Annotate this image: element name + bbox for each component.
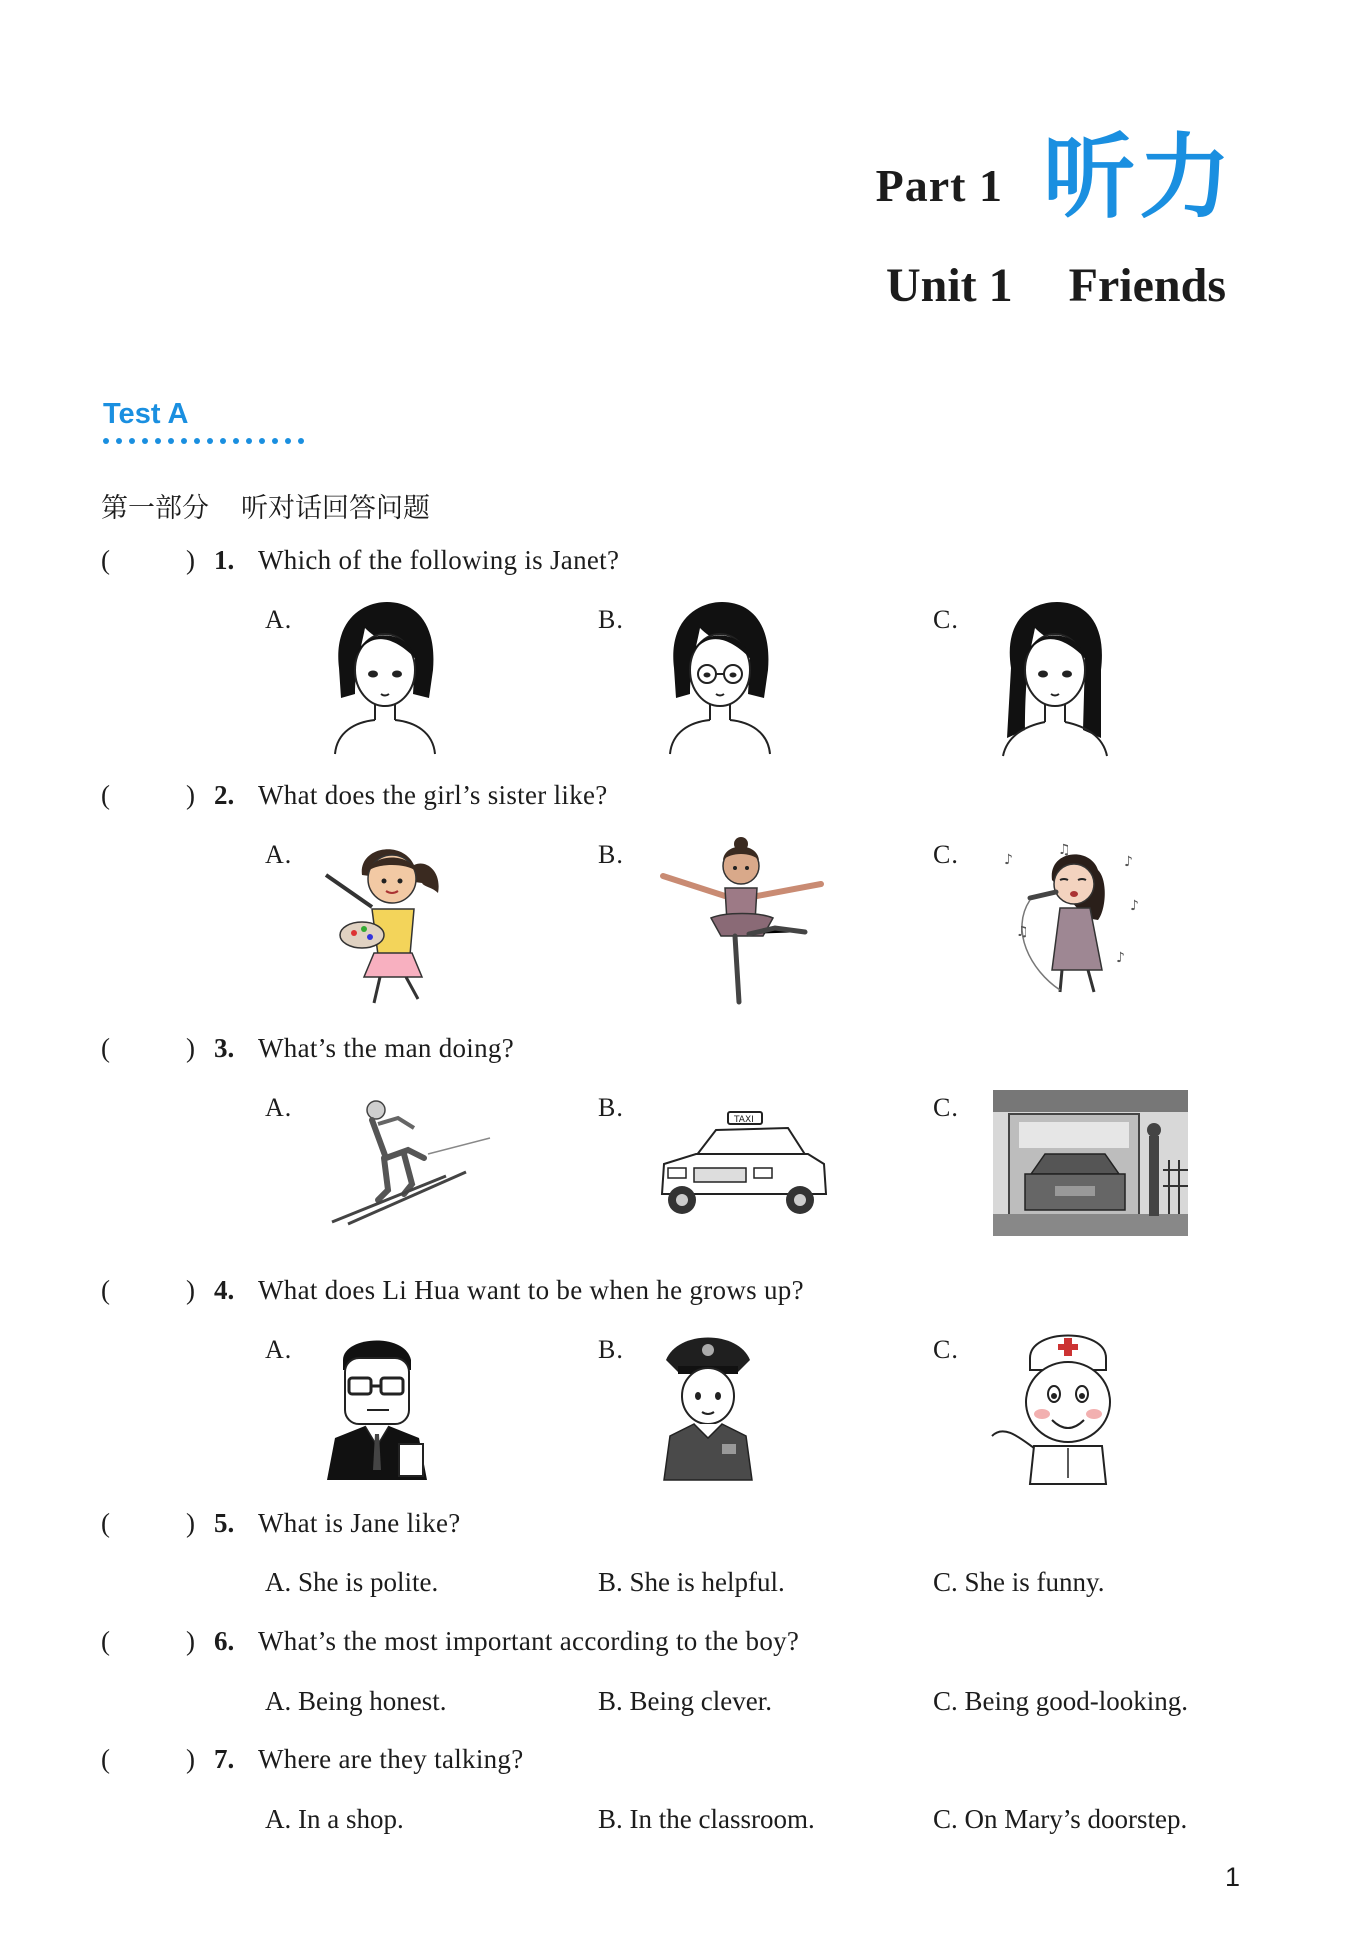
question-number: 1. [214,545,235,575]
question-4 [101,1275,804,1306]
question-text: What does Li Hua want to be when he grows up? [258,1275,804,1305]
svg-text:♪: ♪ [1116,950,1125,966]
doctor-picture [990,1328,1140,1486]
question-text: What’s the man doing? [258,1033,514,1063]
part-label: Part 1 [875,160,1003,211]
option-label: C. [933,605,959,634]
option-c[interactable]: C. She is funny. [933,1567,1105,1597]
girl-short-hair-picture [325,598,445,756]
part-title: 听力 [1042,124,1235,231]
girl-singing-picture [990,840,1150,1002]
question-2 [101,780,608,811]
page-number: 1 [1224,1862,1240,1892]
unit-header [886,258,1226,313]
girl-ballet-dancing-picture [655,832,827,1012]
option-b[interactable]: B. Being clever. [598,1686,772,1716]
svg-text:♫: ♫ [1058,842,1071,858]
question-5 [101,1508,461,1539]
option-b[interactable]: B. She is helpful. [598,1567,785,1597]
girl-long-hair-picture [995,598,1115,758]
answer-blank[interactable]: ( ) [101,1508,195,1538]
test-title: Test A [103,398,189,430]
section-number: 第一部分 [101,493,209,524]
answer-blank[interactable]: ( ) [101,1626,195,1656]
option-label: B. [598,1335,624,1364]
question-number: 7. [214,1744,235,1774]
option-label: A. [265,1093,293,1122]
answer-blank[interactable]: ( ) [101,780,195,810]
question-text: What does the girl’s sister like? [258,780,608,810]
question-number: 4. [214,1275,235,1305]
option-label: A. [265,1335,293,1364]
answer-blank[interactable]: ( ) [101,1033,195,1063]
svg-text:♪: ♪ [1124,854,1133,870]
option-label: A. [265,605,293,634]
question-text: What’s the most important according to the boy? [258,1626,800,1656]
question-number: 5. [214,1508,235,1538]
option-c[interactable]: C. On Mary’s doorstep. [933,1804,1188,1834]
answer-blank[interactable]: ( ) [101,545,195,575]
test-title-dotted-underline [103,438,304,444]
option-label: B. [598,840,624,869]
question-text: Where are they talking? [258,1744,524,1774]
option-label: C. [933,1093,959,1122]
question-number: 6. [214,1626,235,1656]
option-a[interactable]: A. In a shop. [265,1804,404,1834]
option-c[interactable]: C. Being good-looking. [933,1686,1189,1716]
question-1 [101,545,619,576]
option-b[interactable]: B. In the classroom. [598,1804,815,1834]
unit-title: Friends [1068,259,1226,312]
taxi-car-picture [658,1108,830,1222]
answer-blank[interactable]: ( ) [101,1275,195,1305]
question-number: 2. [214,780,235,810]
option-label: A. [265,840,293,869]
svg-text:♪: ♪ [1004,852,1013,868]
section-title [101,486,430,525]
option-a[interactable]: A. She is polite. [265,1567,439,1597]
question-3 [101,1033,514,1064]
section-heading: 听对话回答问题 [241,493,430,524]
answer-blank[interactable]: ( ) [101,1744,195,1774]
option-a[interactable]: A. Being honest. [265,1686,447,1716]
unit-label: Unit 1 [885,259,1013,312]
question-6 [101,1626,799,1657]
option-label: B. [598,605,624,634]
question-number: 3. [214,1033,235,1063]
car-in-garage-picture [993,1090,1188,1236]
man-skiing-picture [328,1098,492,1226]
girl-short-hair-glasses-picture [660,598,780,756]
police-officer-picture [658,1330,758,1482]
question-7 [101,1744,524,1775]
svg-text:♫: ♫ [1016,924,1029,940]
girl-painting-picture [318,835,460,1007]
option-label: B. [598,1093,624,1122]
question-text: What is Jane like? [258,1508,461,1538]
part-header [875,124,1235,231]
option-label: C. [933,1335,959,1364]
option-label: C. [933,840,959,869]
svg-text:♪: ♪ [1130,898,1139,914]
businessman-picture [325,1330,437,1482]
question-text: Which of the following is Janet? [258,545,620,575]
svg-text:TAXI: TAXI [734,1115,754,1125]
